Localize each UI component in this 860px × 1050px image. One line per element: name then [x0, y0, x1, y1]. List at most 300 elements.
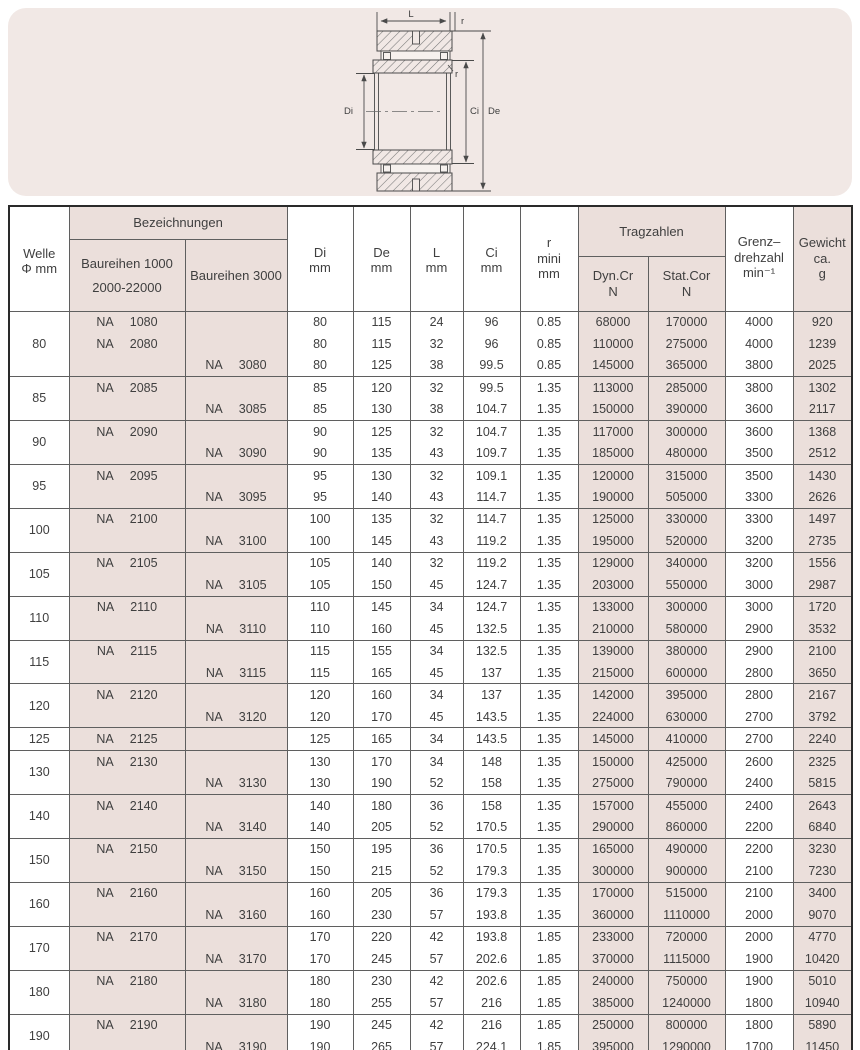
cell-welle: 150: [9, 838, 69, 882]
cell-baureihe-1000: NA 2180: [69, 970, 185, 992]
cell-di: 105: [287, 552, 353, 574]
cell-de: 160: [353, 684, 410, 706]
cell-l: 57: [410, 904, 463, 926]
cell-dyn-cr: 233000: [578, 926, 648, 948]
cell-gewicht: 2643: [793, 794, 852, 816]
cell-welle: 110: [9, 596, 69, 640]
cell-stat-cor: 170000: [648, 311, 725, 333]
cell-welle: 80: [9, 311, 69, 376]
cell-dyn-cr: 157000: [578, 794, 648, 816]
cell-l: 57: [410, 948, 463, 970]
cell-dyn-cr: 275000: [578, 772, 648, 794]
cell-grenzdrehzahl: 3300: [725, 486, 793, 508]
cell-baureihe-1000: [69, 948, 185, 970]
cell-de: 140: [353, 552, 410, 574]
cell-stat-cor: 395000: [648, 684, 725, 706]
cell-di: 170: [287, 948, 353, 970]
cell-r-mini: 1.35: [520, 398, 578, 420]
table-row: [9, 772, 852, 794]
cell-welle: 95: [9, 464, 69, 508]
table-row: [9, 970, 852, 992]
cell-r-mini: 1.35: [520, 772, 578, 794]
table-row: [9, 926, 852, 948]
cell-l: 34: [410, 684, 463, 706]
cell-gewicht: 1556: [793, 552, 852, 574]
cell-dyn-cr: 250000: [578, 1014, 648, 1036]
cell-di: 140: [287, 816, 353, 838]
cell-di: 85: [287, 376, 353, 398]
cell-ci: 104.7: [463, 420, 520, 442]
cell-l: 42: [410, 970, 463, 992]
cell-baureihe-1000: NA 2085: [69, 376, 185, 398]
cell-l: 52: [410, 860, 463, 882]
cell-grenzdrehzahl: 1900: [725, 948, 793, 970]
cell-r-mini: 0.85: [520, 354, 578, 376]
cell-l: 45: [410, 618, 463, 640]
cell-baureihe-1000: NA 2170: [69, 926, 185, 948]
cell-baureihe-3000: NA 3115: [185, 662, 287, 684]
cell-grenzdrehzahl: 2900: [725, 640, 793, 662]
cell-dyn-cr: 129000: [578, 552, 648, 574]
cell-gewicht: 2512: [793, 442, 852, 464]
cell-baureihe-3000: NA 3085: [185, 398, 287, 420]
cell-baureihe-1000: NA 2120: [69, 684, 185, 706]
cell-welle: 90: [9, 420, 69, 464]
cell-l: 52: [410, 772, 463, 794]
header-bezeichnungen: Bezeichnungen: [69, 206, 287, 239]
cell-grenzdrehzahl: 2200: [725, 816, 793, 838]
cell-ci: 104.7: [463, 398, 520, 420]
cell-di: 80: [287, 311, 353, 333]
cell-baureihe-3000: [185, 728, 287, 750]
cell-dyn-cr: 145000: [578, 728, 648, 750]
cell-r-mini: 1.35: [520, 882, 578, 904]
cell-di: 190: [287, 1036, 353, 1050]
table-row: [9, 640, 852, 662]
cell-grenzdrehzahl: 3000: [725, 596, 793, 618]
cell-l: 43: [410, 530, 463, 552]
cell-r-mini: 1.35: [520, 750, 578, 772]
cell-ci: 216: [463, 992, 520, 1014]
cell-baureihe-1000: [69, 530, 185, 552]
cell-dyn-cr: 120000: [578, 464, 648, 486]
cell-dyn-cr: 385000: [578, 992, 648, 1014]
cell-baureihe-3000: [185, 311, 287, 333]
cell-r-mini: 1.85: [520, 1014, 578, 1036]
cell-dyn-cr: 240000: [578, 970, 648, 992]
cell-baureihe-1000: NA 2190: [69, 1014, 185, 1036]
cell-gewicht: 5010: [793, 970, 852, 992]
table-row: [9, 398, 852, 420]
cell-gewicht: 1497: [793, 508, 852, 530]
cell-baureihe-1000: [69, 1036, 185, 1050]
cell-ci: 137: [463, 662, 520, 684]
cell-ci: 202.6: [463, 948, 520, 970]
table-row: [9, 662, 852, 684]
header-l: L mm: [410, 206, 463, 311]
cell-di: 170: [287, 926, 353, 948]
header-r-mini: r mini mm: [520, 206, 578, 311]
cell-de: 230: [353, 970, 410, 992]
cell-welle: 130: [9, 750, 69, 794]
cell-de: 135: [353, 508, 410, 530]
cell-r-mini: 1.35: [520, 464, 578, 486]
cell-ci: 193.8: [463, 904, 520, 926]
cell-ci: 132.5: [463, 618, 520, 640]
cell-gewicht: 3400: [793, 882, 852, 904]
cell-ci: 114.7: [463, 508, 520, 530]
dim-label-l: L: [408, 9, 414, 20]
cell-grenzdrehzahl: 1800: [725, 992, 793, 1014]
table-body: [9, 311, 852, 1050]
cell-welle: 120: [9, 684, 69, 728]
cell-de: 165: [353, 728, 410, 750]
cell-dyn-cr: 290000: [578, 816, 648, 838]
cell-r-mini: 1.35: [520, 640, 578, 662]
cell-r-mini: 1.35: [520, 486, 578, 508]
cell-di: 80: [287, 333, 353, 354]
cell-baureihe-3000: [185, 333, 287, 354]
cell-ci: 124.7: [463, 574, 520, 596]
cell-stat-cor: 1240000: [648, 992, 725, 1014]
cell-de: 245: [353, 948, 410, 970]
cell-stat-cor: 860000: [648, 816, 725, 838]
cell-gewicht: 5890: [793, 1014, 852, 1036]
cell-baureihe-3000: [185, 420, 287, 442]
cell-r-mini: 1.35: [520, 838, 578, 860]
cell-baureihe-1000: NA 2125: [69, 728, 185, 750]
cell-grenzdrehzahl: 2600: [725, 750, 793, 772]
cell-di: 120: [287, 684, 353, 706]
dim-label-de: De: [488, 106, 501, 117]
cell-baureihe-1000: [69, 618, 185, 640]
cell-baureihe-3000: NA 3130: [185, 772, 287, 794]
cell-de: 220: [353, 926, 410, 948]
cell-grenzdrehzahl: 2800: [725, 684, 793, 706]
cell-baureihe-3000: [185, 684, 287, 706]
header-baureihen-1000: Baureihen 1000 2000-22000: [69, 239, 185, 311]
cell-ci: 158: [463, 772, 520, 794]
cell-dyn-cr: 133000: [578, 596, 648, 618]
cell-gewicht: 3230: [793, 838, 852, 860]
cell-baureihe-1000: NA 2140: [69, 794, 185, 816]
cell-baureihe-3000: NA 3120: [185, 706, 287, 728]
cell-l: 32: [410, 552, 463, 574]
cell-di: 100: [287, 508, 353, 530]
cell-gewicht: 2987: [793, 574, 852, 596]
cell-baureihe-3000: [185, 882, 287, 904]
cell-baureihe-1000: NA 2100: [69, 508, 185, 530]
cell-baureihe-3000: NA 3110: [185, 618, 287, 640]
bearing-diagram: [330, 8, 550, 196]
cell-gewicht: 2100: [793, 640, 852, 662]
cell-ci: 216: [463, 1014, 520, 1036]
cell-stat-cor: 630000: [648, 706, 725, 728]
cell-de: 125: [353, 354, 410, 376]
cell-r-mini: 0.85: [520, 311, 578, 333]
table-row: [9, 1014, 852, 1036]
cell-r-mini: 1.35: [520, 794, 578, 816]
cell-di: 105: [287, 574, 353, 596]
cell-dyn-cr: 360000: [578, 904, 648, 926]
cell-baureihe-3000: [185, 794, 287, 816]
cell-di: 160: [287, 904, 353, 926]
cell-welle: 85: [9, 376, 69, 420]
cell-gewicht: 11450: [793, 1036, 852, 1050]
cell-di: 115: [287, 640, 353, 662]
cell-de: 195: [353, 838, 410, 860]
cell-baureihe-3000: NA 3105: [185, 574, 287, 596]
cell-r-mini: 1.35: [520, 596, 578, 618]
table-row: [9, 508, 852, 530]
table-row: [9, 333, 852, 354]
cell-grenzdrehzahl: 3500: [725, 442, 793, 464]
cell-gewicht: 5815: [793, 772, 852, 794]
cell-l: 36: [410, 794, 463, 816]
cell-baureihe-3000: NA 3140: [185, 816, 287, 838]
cell-gewicht: 9070: [793, 904, 852, 926]
cell-dyn-cr: 145000: [578, 354, 648, 376]
cell-r-mini: 1.35: [520, 574, 578, 596]
cell-stat-cor: 300000: [648, 420, 725, 442]
cell-ci: 109.7: [463, 442, 520, 464]
cell-grenzdrehzahl: 1800: [725, 1014, 793, 1036]
dim-label-r-top: r: [461, 16, 465, 27]
cell-baureihe-1000: [69, 772, 185, 794]
cell-di: 180: [287, 970, 353, 992]
cell-stat-cor: 380000: [648, 640, 725, 662]
table-row: [9, 838, 852, 860]
cell-de: 170: [353, 750, 410, 772]
table-row: [9, 420, 852, 442]
cell-stat-cor: 515000: [648, 882, 725, 904]
table-row: [9, 948, 852, 970]
cell-baureihe-1000: NA 2115: [69, 640, 185, 662]
header-grenzdrehzahl: Grenz– drehzahl min⁻¹: [725, 206, 793, 311]
cell-di: 190: [287, 1014, 353, 1036]
cell-dyn-cr: 224000: [578, 706, 648, 728]
cell-baureihe-1000: NA 2110: [69, 596, 185, 618]
table-row: [9, 706, 852, 728]
cell-l: 43: [410, 442, 463, 464]
cell-l: 32: [410, 420, 463, 442]
cell-welle: 125: [9, 728, 69, 750]
cell-ci: 132.5: [463, 640, 520, 662]
cell-ci: 143.5: [463, 706, 520, 728]
cell-ci: 179.3: [463, 860, 520, 882]
cell-l: 24: [410, 311, 463, 333]
header-stat-cor: Stat.Cor N: [648, 256, 725, 311]
cell-welle: 140: [9, 794, 69, 838]
header-de: De mm: [353, 206, 410, 311]
cell-ci: 148: [463, 750, 520, 772]
cell-stat-cor: 390000: [648, 398, 725, 420]
cell-stat-cor: 455000: [648, 794, 725, 816]
cell-r-mini: 1.35: [520, 860, 578, 882]
cell-baureihe-1000: [69, 662, 185, 684]
cell-baureihe-3000: [185, 596, 287, 618]
cell-ci: 170.5: [463, 816, 520, 838]
cell-baureihe-3000: [185, 552, 287, 574]
cell-l: 32: [410, 464, 463, 486]
cell-di: 90: [287, 442, 353, 464]
table-row: [9, 882, 852, 904]
table-row: [9, 728, 852, 750]
cell-r-mini: 1.85: [520, 926, 578, 948]
bearing-spec-table: [8, 205, 853, 1050]
cell-dyn-cr: 395000: [578, 1036, 648, 1050]
cell-gewicht: 1720: [793, 596, 852, 618]
cell-r-mini: 1.35: [520, 420, 578, 442]
cell-r-mini: 1.35: [520, 618, 578, 640]
cell-di: 160: [287, 882, 353, 904]
cell-grenzdrehzahl: 2700: [725, 728, 793, 750]
table-row: [9, 574, 852, 596]
cell-de: 145: [353, 596, 410, 618]
cell-stat-cor: 490000: [648, 838, 725, 860]
cell-baureihe-1000: [69, 574, 185, 596]
cell-baureihe-3000: NA 3150: [185, 860, 287, 882]
cell-stat-cor: 330000: [648, 508, 725, 530]
cell-r-mini: 0.85: [520, 333, 578, 354]
table-row: [9, 684, 852, 706]
cell-de: 180: [353, 794, 410, 816]
table-row: [9, 530, 852, 552]
cell-l: 38: [410, 398, 463, 420]
cell-ci: 224.1: [463, 1036, 520, 1050]
cell-dyn-cr: 195000: [578, 530, 648, 552]
cell-de: 205: [353, 882, 410, 904]
cell-de: 255: [353, 992, 410, 1014]
cell-baureihe-1000: [69, 992, 185, 1014]
cell-gewicht: 2117: [793, 398, 852, 420]
cell-stat-cor: 425000: [648, 750, 725, 772]
cell-gewicht: 1368: [793, 420, 852, 442]
cell-grenzdrehzahl: 3600: [725, 398, 793, 420]
cell-ci: 119.2: [463, 530, 520, 552]
cell-grenzdrehzahl: 2400: [725, 772, 793, 794]
cell-baureihe-3000: NA 3170: [185, 948, 287, 970]
cell-stat-cor: 600000: [648, 662, 725, 684]
cell-dyn-cr: 142000: [578, 684, 648, 706]
cell-baureihe-3000: NA 3190: [185, 1036, 287, 1050]
cell-l: 34: [410, 750, 463, 772]
cell-de: 115: [353, 311, 410, 333]
cell-l: 45: [410, 706, 463, 728]
cell-ci: 96: [463, 311, 520, 333]
table-row: [9, 442, 852, 464]
cell-stat-cor: 1290000: [648, 1036, 725, 1050]
cell-baureihe-3000: [185, 838, 287, 860]
cell-baureihe-3000: [185, 376, 287, 398]
cell-baureihe-3000: [185, 640, 287, 662]
cell-grenzdrehzahl: 2100: [725, 860, 793, 882]
cell-baureihe-3000: NA 3100: [185, 530, 287, 552]
cell-r-mini: 1.85: [520, 970, 578, 992]
cell-di: 130: [287, 772, 353, 794]
cell-grenzdrehzahl: 3600: [725, 420, 793, 442]
cell-gewicht: 2735: [793, 530, 852, 552]
table-row: [9, 992, 852, 1014]
cell-l: 36: [410, 882, 463, 904]
cell-baureihe-1000: NA 2090: [69, 420, 185, 442]
table-row: [9, 552, 852, 574]
cell-l: 34: [410, 640, 463, 662]
cell-baureihe-3000: [185, 750, 287, 772]
cell-r-mini: 1.85: [520, 948, 578, 970]
cell-r-mini: 1.35: [520, 706, 578, 728]
cell-dyn-cr: 68000: [578, 311, 648, 333]
cell-stat-cor: 900000: [648, 860, 725, 882]
cell-gewicht: 10420: [793, 948, 852, 970]
cell-stat-cor: 720000: [648, 926, 725, 948]
cell-baureihe-1000: [69, 486, 185, 508]
header-gewicht: Gewicht ca. g: [793, 206, 852, 311]
cell-l: 52: [410, 816, 463, 838]
header-welle-label: Welle: [23, 245, 56, 261]
cell-dyn-cr: 110000: [578, 333, 648, 354]
cell-stat-cor: 520000: [648, 530, 725, 552]
cell-gewicht: 2025: [793, 354, 852, 376]
cell-baureihe-3000: NA 3090: [185, 442, 287, 464]
cell-welle: 180: [9, 970, 69, 1014]
cell-de: 165: [353, 662, 410, 684]
header-baureihen-3000: Baureihen 3000: [185, 239, 287, 311]
cell-de: 190: [353, 772, 410, 794]
cell-de: 155: [353, 640, 410, 662]
cell-baureihe-1000: [69, 706, 185, 728]
cell-baureihe-1000: [69, 904, 185, 926]
cell-baureihe-1000: [69, 398, 185, 420]
cell-gewicht: 1430: [793, 464, 852, 486]
cell-l: 38: [410, 354, 463, 376]
cell-gewicht: 2167: [793, 684, 852, 706]
cell-baureihe-1000: [69, 816, 185, 838]
cell-grenzdrehzahl: 3200: [725, 530, 793, 552]
cell-grenzdrehzahl: 4000: [725, 311, 793, 333]
cell-ci: 109.1: [463, 464, 520, 486]
cell-grenzdrehzahl: 2800: [725, 662, 793, 684]
cell-grenzdrehzahl: 3800: [725, 376, 793, 398]
cell-di: 110: [287, 618, 353, 640]
cell-gewicht: 1302: [793, 376, 852, 398]
cell-r-mini: 1.35: [520, 684, 578, 706]
cell-gewicht: 10940: [793, 992, 852, 1014]
cell-gewicht: 3650: [793, 662, 852, 684]
cell-baureihe-1000: [69, 354, 185, 376]
cell-r-mini: 1.85: [520, 1036, 578, 1050]
cell-l: 32: [410, 333, 463, 354]
table-row: [9, 486, 852, 508]
cell-ci: 202.6: [463, 970, 520, 992]
dim-label-di: Di: [344, 106, 353, 117]
cell-l: 34: [410, 728, 463, 750]
cell-di: 80: [287, 354, 353, 376]
cell-baureihe-1000: [69, 442, 185, 464]
cell-r-mini: 1.35: [520, 816, 578, 838]
cell-r-mini: 1.35: [520, 728, 578, 750]
cell-de: 160: [353, 618, 410, 640]
cell-grenzdrehzahl: 2700: [725, 706, 793, 728]
cell-grenzdrehzahl: 1700: [725, 1036, 793, 1050]
cell-de: 150: [353, 574, 410, 596]
cell-ci: 193.8: [463, 926, 520, 948]
cell-stat-cor: 300000: [648, 596, 725, 618]
cell-stat-cor: 1115000: [648, 948, 725, 970]
cell-grenzdrehzahl: 3200: [725, 552, 793, 574]
cell-de: 130: [353, 464, 410, 486]
cell-grenzdrehzahl: 3300: [725, 508, 793, 530]
